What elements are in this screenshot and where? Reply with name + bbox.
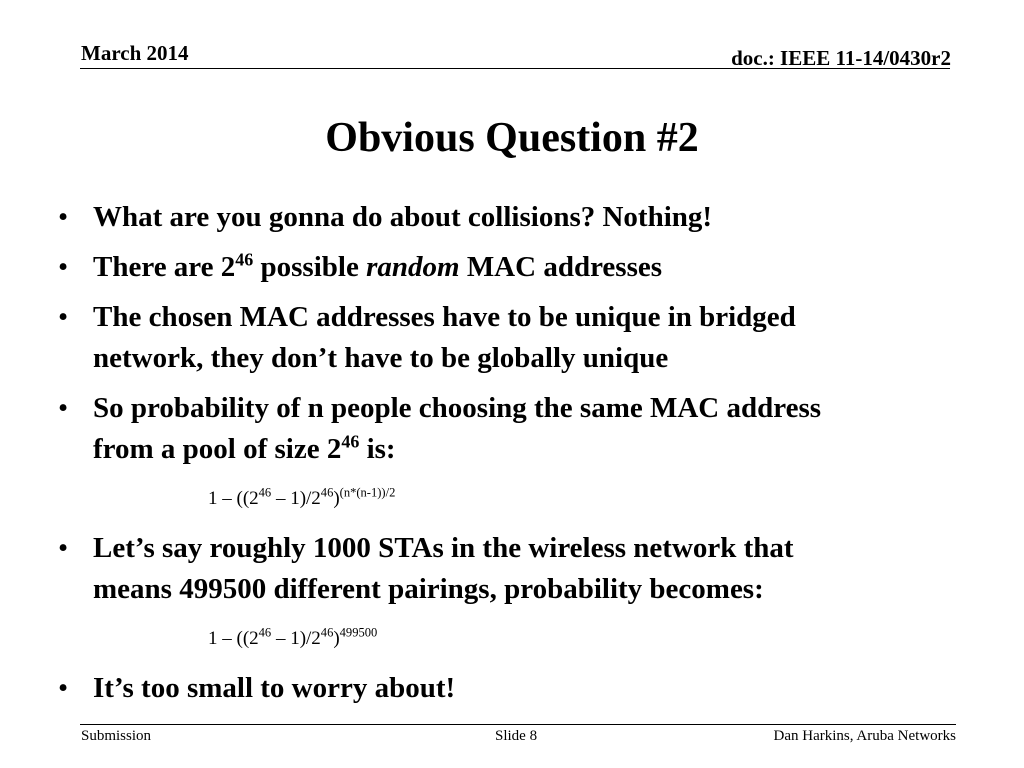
bullet-marker: • (58, 201, 69, 233)
bullet-text: It’s too small to worry about! (93, 672, 456, 704)
bullet-marker: • (58, 532, 69, 564)
bullet-text: There are $2^{46}$ possible random MAC addresses (93, 249, 663, 283)
bullet-text: So probability of n people choosing the same MAC address from a pool of size $2^{46}$ is: (93, 392, 822, 465)
bullet-marker: • (58, 392, 69, 424)
bullet-text: Let’s say roughly 1000 STAs in the wireless network that means 499500 different pairings, probability becomes: (93, 532, 794, 605)
slide-title: Obvious Question #2 (325, 115, 699, 161)
header-doc-id: doc.: IEEE 11-14/0430r2 (731, 46, 951, 70)
footer-submission: Submission (81, 728, 152, 744)
bullet-text: The chosen MAC addresses have to be unique in bridged network, they don’t have to be globally unique (93, 301, 796, 374)
bullet-text: What are you gonna do about collisions? Nothing! (93, 201, 713, 233)
header-rule (80, 68, 950, 69)
bullet-marker: • (58, 251, 69, 283)
header-date: March 2014 (81, 41, 189, 65)
bullet-marker: • (58, 672, 69, 704)
formula-1: $1 - ((2^{46} - 1)/2^{46})^{(n*(n-1))/2}$ (208, 485, 396, 509)
footer-author: Dan Harkins, Aruba Networks (773, 728, 956, 744)
bullet-marker: • (58, 301, 69, 333)
formula-2: $1 - ((2^{46} - 1)/2^{46})^{499500}$ (208, 625, 378, 649)
footer-slide-number: Slide 8 (495, 728, 538, 744)
footer-rule (80, 724, 956, 725)
